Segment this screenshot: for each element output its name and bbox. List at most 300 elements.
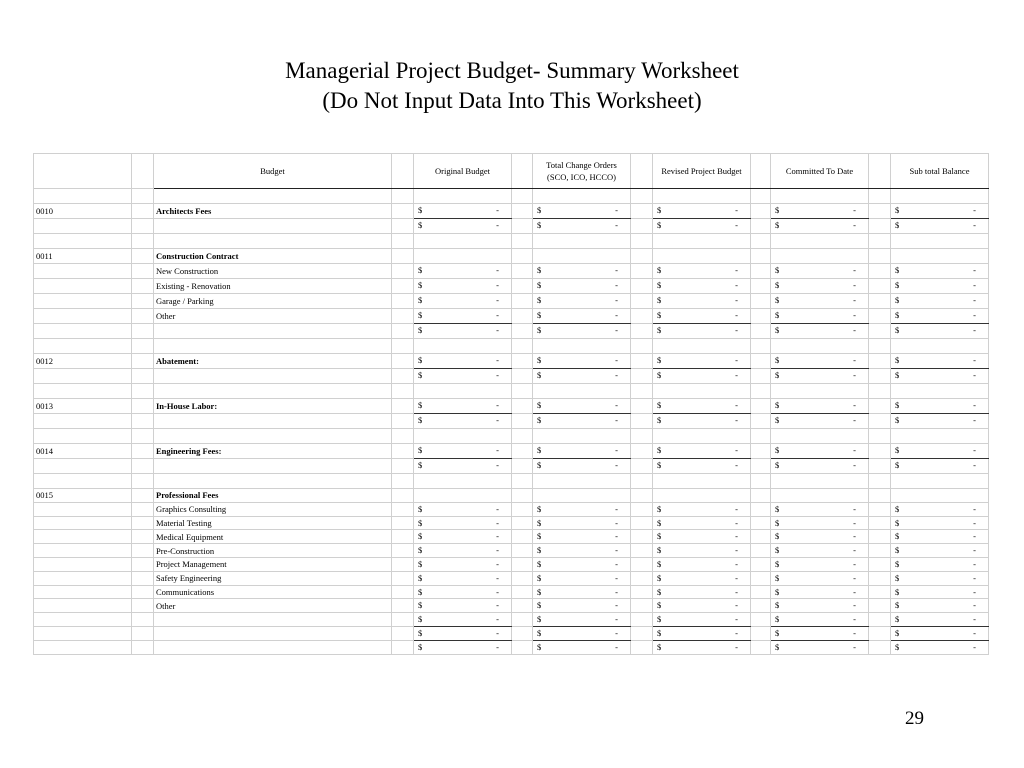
original-amount-cell[interactable]	[414, 369, 512, 384]
spacer-cell[interactable]	[869, 264, 891, 279]
spacer-cell[interactable]	[869, 459, 891, 474]
spacer-cell[interactable]	[631, 384, 653, 399]
change-orders-amount-cell[interactable]	[533, 219, 631, 234]
subtotal-amount-cell[interactable]	[891, 459, 989, 474]
subtotal-amount-cell[interactable]	[891, 249, 989, 264]
subtotal-amount-cell[interactable]	[891, 613, 989, 627]
spacer-cell[interactable]	[631, 530, 653, 544]
original-amount-cell[interactable]	[414, 459, 512, 474]
spacer-cell[interactable]	[631, 557, 653, 571]
original-amount-cell[interactable]	[414, 429, 512, 444]
original-amount-cell[interactable]	[414, 354, 512, 369]
subtotal-amount-cell[interactable]	[891, 354, 989, 369]
committed-amount-cell[interactable]	[771, 219, 869, 234]
spacer-cell[interactable]	[631, 626, 653, 640]
subtotal-amount-cell[interactable]	[891, 502, 989, 516]
committed-amount-cell[interactable]	[771, 324, 869, 339]
committed-amount-cell[interactable]	[771, 414, 869, 429]
account-code-cell[interactable]: 0011	[34, 249, 132, 264]
spacer-cell[interactable]	[392, 204, 414, 219]
spacer-cell[interactable]	[631, 309, 653, 324]
spacer-cell[interactable]	[392, 571, 414, 585]
spacer-cell[interactable]	[392, 516, 414, 530]
account-code-cell[interactable]	[34, 502, 132, 516]
revised-amount-cell[interactable]	[653, 309, 751, 324]
spacer-cell[interactable]	[631, 571, 653, 585]
spacer-cell[interactable]	[751, 444, 771, 459]
account-code-cell[interactable]: 0013	[34, 399, 132, 414]
spacer-cell[interactable]	[132, 640, 154, 654]
spacer-cell[interactable]	[751, 294, 771, 309]
spacer-cell[interactable]	[132, 429, 154, 444]
spacer-cell[interactable]	[631, 429, 653, 444]
spacer-cell[interactable]	[392, 557, 414, 571]
revised-amount-cell[interactable]	[653, 557, 751, 571]
spacer-cell[interactable]	[869, 309, 891, 324]
line-item-label-cell[interactable]	[154, 459, 392, 474]
revised-amount-cell[interactable]	[653, 613, 751, 627]
original-amount-cell[interactable]	[414, 489, 512, 503]
original-amount-cell[interactable]	[414, 339, 512, 354]
subtotal-amount-cell[interactable]	[891, 324, 989, 339]
spacer-cell[interactable]	[392, 530, 414, 544]
subtotal-amount-cell[interactable]	[891, 530, 989, 544]
original-amount-cell[interactable]	[414, 557, 512, 571]
spacer-cell[interactable]	[392, 309, 414, 324]
committed-amount-cell[interactable]	[771, 309, 869, 324]
spacer-cell[interactable]	[132, 294, 154, 309]
line-item-label-cell[interactable]	[154, 339, 392, 354]
spacer-cell[interactable]	[132, 459, 154, 474]
original-amount-cell[interactable]	[414, 189, 512, 204]
spacer-cell[interactable]	[631, 444, 653, 459]
change-orders-amount-cell[interactable]	[533, 204, 631, 219]
subtotal-amount-cell[interactable]	[891, 399, 989, 414]
spacer-cell[interactable]	[512, 384, 533, 399]
spacer-cell[interactable]	[751, 189, 771, 204]
change-orders-amount-cell[interactable]	[533, 234, 631, 249]
spacer-cell[interactable]	[869, 384, 891, 399]
account-code-cell[interactable]	[34, 571, 132, 585]
spacer-cell[interactable]	[132, 339, 154, 354]
change-orders-amount-cell[interactable]	[533, 444, 631, 459]
spacer-cell[interactable]	[751, 339, 771, 354]
spacer-cell[interactable]	[869, 516, 891, 530]
change-orders-amount-cell[interactable]	[533, 294, 631, 309]
spacer-cell[interactable]	[392, 384, 414, 399]
account-code-cell[interactable]	[34, 640, 132, 654]
spacer-cell[interactable]	[869, 339, 891, 354]
spacer-cell[interactable]	[869, 530, 891, 544]
spacer-cell[interactable]	[392, 489, 414, 503]
committed-amount-cell[interactable]	[771, 429, 869, 444]
revised-amount-cell[interactable]	[653, 384, 751, 399]
change-orders-amount-cell[interactable]	[533, 585, 631, 599]
spacer-cell[interactable]	[132, 309, 154, 324]
line-item-label-cell[interactable]	[154, 640, 392, 654]
spacer-cell[interactable]	[631, 544, 653, 558]
spacer-cell[interactable]	[392, 414, 414, 429]
line-item-label-cell[interactable]: In-House Labor:	[154, 399, 392, 414]
spacer-cell[interactable]	[392, 354, 414, 369]
change-orders-amount-cell[interactable]	[533, 474, 631, 489]
spacer-cell[interactable]	[132, 189, 154, 204]
line-item-label-cell[interactable]: Other	[154, 599, 392, 613]
account-code-cell[interactable]: 0014	[34, 444, 132, 459]
spacer-cell[interactable]	[132, 613, 154, 627]
spacer-cell[interactable]	[751, 544, 771, 558]
account-code-cell[interactable]	[34, 219, 132, 234]
spacer-cell[interactable]	[392, 339, 414, 354]
change-orders-amount-cell[interactable]	[533, 557, 631, 571]
revised-amount-cell[interactable]	[653, 640, 751, 654]
spacer-cell[interactable]	[512, 516, 533, 530]
account-code-cell[interactable]	[34, 369, 132, 384]
line-item-label-cell[interactable]: Communications	[154, 585, 392, 599]
spacer-cell[interactable]	[392, 429, 414, 444]
change-orders-amount-cell[interactable]	[533, 189, 631, 204]
spacer-cell[interactable]	[392, 219, 414, 234]
subtotal-amount-cell[interactable]	[891, 294, 989, 309]
revised-amount-cell[interactable]	[653, 264, 751, 279]
spacer-cell[interactable]	[631, 249, 653, 264]
spacer-cell[interactable]	[869, 354, 891, 369]
spacer-cell[interactable]	[512, 489, 533, 503]
revised-amount-cell[interactable]	[653, 459, 751, 474]
revised-amount-cell[interactable]	[653, 369, 751, 384]
spacer-cell[interactable]	[512, 354, 533, 369]
spacer-cell[interactable]	[869, 414, 891, 429]
spacer-cell[interactable]	[631, 414, 653, 429]
original-amount-cell[interactable]	[414, 640, 512, 654]
original-amount-cell[interactable]	[414, 324, 512, 339]
original-amount-cell[interactable]	[414, 279, 512, 294]
spacer-cell[interactable]	[512, 613, 533, 627]
original-amount-cell[interactable]	[414, 516, 512, 530]
change-orders-amount-cell[interactable]	[533, 613, 631, 627]
original-amount-cell[interactable]	[414, 626, 512, 640]
spacer-cell[interactable]	[512, 544, 533, 558]
spacer-cell[interactable]	[512, 189, 533, 204]
spacer-cell[interactable]	[869, 585, 891, 599]
original-amount-cell[interactable]	[414, 444, 512, 459]
subtotal-amount-cell[interactable]	[891, 626, 989, 640]
line-item-label-cell[interactable]: Professional Fees	[154, 489, 392, 503]
original-amount-cell[interactable]	[414, 234, 512, 249]
spacer-cell[interactable]	[869, 544, 891, 558]
revised-amount-cell[interactable]	[653, 429, 751, 444]
committed-amount-cell[interactable]	[771, 489, 869, 503]
subtotal-amount-cell[interactable]	[891, 516, 989, 530]
spacer-cell[interactable]	[751, 234, 771, 249]
revised-amount-cell[interactable]	[653, 516, 751, 530]
revised-amount-cell[interactable]	[653, 204, 751, 219]
committed-amount-cell[interactable]	[771, 189, 869, 204]
original-amount-cell[interactable]	[414, 530, 512, 544]
spacer-cell[interactable]	[751, 626, 771, 640]
original-amount-cell[interactable]	[414, 414, 512, 429]
spacer-cell[interactable]	[631, 585, 653, 599]
spacer-cell[interactable]	[631, 502, 653, 516]
revised-amount-cell[interactable]	[653, 585, 751, 599]
revised-amount-cell[interactable]	[653, 474, 751, 489]
account-code-cell[interactable]	[34, 613, 132, 627]
spacer-cell[interactable]	[512, 626, 533, 640]
spacer-cell[interactable]	[392, 399, 414, 414]
spacer-cell[interactable]	[512, 429, 533, 444]
subtotal-amount-cell[interactable]	[891, 264, 989, 279]
spacer-cell[interactable]	[869, 399, 891, 414]
spacer-cell[interactable]	[392, 189, 414, 204]
account-code-cell[interactable]	[34, 294, 132, 309]
committed-amount-cell[interactable]	[771, 264, 869, 279]
subtotal-amount-cell[interactable]	[891, 384, 989, 399]
committed-amount-cell[interactable]	[771, 444, 869, 459]
line-item-label-cell[interactable]: Abatement:	[154, 354, 392, 369]
account-code-cell[interactable]	[34, 234, 132, 249]
subtotal-amount-cell[interactable]	[891, 544, 989, 558]
revised-amount-cell[interactable]	[653, 294, 751, 309]
spacer-cell[interactable]	[512, 530, 533, 544]
committed-amount-cell[interactable]	[771, 502, 869, 516]
revised-amount-cell[interactable]	[653, 626, 751, 640]
spacer-cell[interactable]	[132, 369, 154, 384]
spacer-cell[interactable]	[132, 571, 154, 585]
spacer-cell[interactable]	[869, 613, 891, 627]
spacer-cell[interactable]	[751, 557, 771, 571]
committed-amount-cell[interactable]	[771, 369, 869, 384]
line-item-label-cell[interactable]: Garage / Parking	[154, 294, 392, 309]
spacer-cell[interactable]	[512, 571, 533, 585]
revised-amount-cell[interactable]	[653, 234, 751, 249]
spacer-cell[interactable]	[132, 324, 154, 339]
spacer-cell[interactable]	[132, 414, 154, 429]
revised-amount-cell[interactable]	[653, 339, 751, 354]
revised-amount-cell[interactable]	[653, 354, 751, 369]
line-item-label-cell[interactable]: Construction Contract	[154, 249, 392, 264]
spacer-cell[interactable]	[512, 459, 533, 474]
spacer-cell[interactable]	[132, 530, 154, 544]
original-amount-cell[interactable]	[414, 599, 512, 613]
line-item-label-cell[interactable]	[154, 613, 392, 627]
revised-amount-cell[interactable]	[653, 502, 751, 516]
change-orders-amount-cell[interactable]	[533, 516, 631, 530]
spacer-cell[interactable]	[512, 414, 533, 429]
subtotal-amount-cell[interactable]	[891, 489, 989, 503]
line-item-label-cell[interactable]	[154, 369, 392, 384]
spacer-cell[interactable]	[631, 219, 653, 234]
spacer-cell[interactable]	[132, 279, 154, 294]
change-orders-amount-cell[interactable]	[533, 414, 631, 429]
spacer-cell[interactable]	[869, 640, 891, 654]
line-item-label-cell[interactable]	[154, 429, 392, 444]
spacer-cell[interactable]	[512, 234, 533, 249]
account-code-cell[interactable]	[34, 309, 132, 324]
spacer-cell[interactable]	[869, 599, 891, 613]
subtotal-amount-cell[interactable]	[891, 309, 989, 324]
change-orders-amount-cell[interactable]	[533, 249, 631, 264]
spacer-cell[interactable]	[392, 502, 414, 516]
spacer-cell[interactable]	[631, 369, 653, 384]
spacer-cell[interactable]	[751, 530, 771, 544]
line-item-label-cell[interactable]: Medical Equipment	[154, 530, 392, 544]
spacer-cell[interactable]	[631, 279, 653, 294]
spacer-cell[interactable]	[132, 219, 154, 234]
spacer-cell[interactable]	[132, 249, 154, 264]
subtotal-amount-cell[interactable]	[891, 189, 989, 204]
spacer-cell[interactable]	[751, 571, 771, 585]
spacer-cell[interactable]	[132, 557, 154, 571]
spacer-cell[interactable]	[631, 339, 653, 354]
change-orders-amount-cell[interactable]	[533, 626, 631, 640]
subtotal-amount-cell[interactable]	[891, 414, 989, 429]
spacer-cell[interactable]	[392, 279, 414, 294]
line-item-label-cell[interactable]	[154, 324, 392, 339]
spacer-cell[interactable]	[751, 516, 771, 530]
line-item-label-cell[interactable]	[154, 414, 392, 429]
committed-amount-cell[interactable]	[771, 557, 869, 571]
change-orders-amount-cell[interactable]	[533, 264, 631, 279]
spacer-cell[interactable]	[392, 585, 414, 599]
original-amount-cell[interactable]	[414, 384, 512, 399]
spacer-cell[interactable]	[392, 640, 414, 654]
revised-amount-cell[interactable]	[653, 544, 751, 558]
spacer-cell[interactable]	[751, 502, 771, 516]
committed-amount-cell[interactable]	[771, 585, 869, 599]
spacer-cell[interactable]	[869, 557, 891, 571]
spacer-cell[interactable]	[631, 599, 653, 613]
spacer-cell[interactable]	[751, 204, 771, 219]
committed-amount-cell[interactable]	[771, 626, 869, 640]
spacer-cell[interactable]	[751, 384, 771, 399]
change-orders-amount-cell[interactable]	[533, 309, 631, 324]
revised-amount-cell[interactable]	[653, 489, 751, 503]
revised-amount-cell[interactable]	[653, 530, 751, 544]
spacer-cell[interactable]	[869, 429, 891, 444]
spacer-cell[interactable]	[751, 640, 771, 654]
spacer-cell[interactable]	[512, 339, 533, 354]
subtotal-amount-cell[interactable]	[891, 585, 989, 599]
change-orders-amount-cell[interactable]	[533, 544, 631, 558]
committed-amount-cell[interactable]	[771, 279, 869, 294]
spacer-cell[interactable]	[512, 264, 533, 279]
committed-amount-cell[interactable]	[771, 204, 869, 219]
spacer-cell[interactable]	[392, 369, 414, 384]
subtotal-amount-cell[interactable]	[891, 444, 989, 459]
spacer-cell[interactable]	[132, 489, 154, 503]
spacer-cell[interactable]	[869, 219, 891, 234]
spacer-cell[interactable]	[631, 640, 653, 654]
spacer-cell[interactable]	[751, 429, 771, 444]
committed-amount-cell[interactable]	[771, 459, 869, 474]
spacer-cell[interactable]	[512, 557, 533, 571]
spacer-cell[interactable]	[392, 234, 414, 249]
original-amount-cell[interactable]	[414, 264, 512, 279]
original-amount-cell[interactable]	[414, 544, 512, 558]
original-amount-cell[interactable]	[414, 502, 512, 516]
account-code-cell[interactable]	[34, 544, 132, 558]
spacer-cell[interactable]	[751, 599, 771, 613]
spacer-cell[interactable]	[512, 294, 533, 309]
original-amount-cell[interactable]	[414, 309, 512, 324]
spacer-cell[interactable]	[132, 474, 154, 489]
spacer-cell[interactable]	[869, 294, 891, 309]
line-item-label-cell[interactable]	[154, 219, 392, 234]
line-item-label-cell[interactable]	[154, 626, 392, 640]
subtotal-amount-cell[interactable]	[891, 640, 989, 654]
spacer-cell[interactable]	[512, 324, 533, 339]
revised-amount-cell[interactable]	[653, 399, 751, 414]
line-item-label-cell[interactable]: Other	[154, 309, 392, 324]
line-item-label-cell[interactable]	[154, 384, 392, 399]
spacer-cell[interactable]	[751, 369, 771, 384]
change-orders-amount-cell[interactable]	[533, 599, 631, 613]
change-orders-amount-cell[interactable]	[533, 339, 631, 354]
change-orders-amount-cell[interactable]	[533, 384, 631, 399]
subtotal-amount-cell[interactable]	[891, 571, 989, 585]
committed-amount-cell[interactable]	[771, 474, 869, 489]
spacer-cell[interactable]	[631, 474, 653, 489]
spacer-cell[interactable]	[751, 414, 771, 429]
spacer-cell[interactable]	[869, 234, 891, 249]
committed-amount-cell[interactable]	[771, 530, 869, 544]
spacer-cell[interactable]	[751, 219, 771, 234]
line-item-label-cell[interactable]: Pre-Construction	[154, 544, 392, 558]
spacer-cell[interactable]	[869, 204, 891, 219]
line-item-label-cell[interactable]: Existing - Renovation	[154, 279, 392, 294]
subtotal-amount-cell[interactable]	[891, 369, 989, 384]
spacer-cell[interactable]	[751, 249, 771, 264]
account-code-cell[interactable]	[34, 339, 132, 354]
change-orders-amount-cell[interactable]	[533, 640, 631, 654]
original-amount-cell[interactable]	[414, 613, 512, 627]
account-code-cell[interactable]	[34, 384, 132, 399]
spacer-cell[interactable]	[392, 294, 414, 309]
change-orders-amount-cell[interactable]	[533, 279, 631, 294]
revised-amount-cell[interactable]	[653, 189, 751, 204]
original-amount-cell[interactable]	[414, 571, 512, 585]
subtotal-amount-cell[interactable]	[891, 279, 989, 294]
spacer-cell[interactable]	[751, 613, 771, 627]
change-orders-amount-cell[interactable]	[533, 571, 631, 585]
spacer-cell[interactable]	[132, 516, 154, 530]
committed-amount-cell[interactable]	[771, 384, 869, 399]
account-code-cell[interactable]	[34, 324, 132, 339]
committed-amount-cell[interactable]	[771, 354, 869, 369]
revised-amount-cell[interactable]	[653, 599, 751, 613]
spacer-cell[interactable]	[869, 369, 891, 384]
line-item-label-cell[interactable]: New Construction	[154, 264, 392, 279]
account-code-cell[interactable]	[34, 516, 132, 530]
original-amount-cell[interactable]	[414, 219, 512, 234]
spacer-cell[interactable]	[751, 585, 771, 599]
spacer-cell[interactable]	[392, 459, 414, 474]
spacer-cell[interactable]	[132, 399, 154, 414]
committed-amount-cell[interactable]	[771, 544, 869, 558]
committed-amount-cell[interactable]	[771, 339, 869, 354]
spacer-cell[interactable]	[132, 544, 154, 558]
revised-amount-cell[interactable]	[653, 219, 751, 234]
spacer-cell[interactable]	[512, 640, 533, 654]
account-code-cell[interactable]	[34, 474, 132, 489]
spacer-cell[interactable]	[751, 474, 771, 489]
spacer-cell[interactable]	[392, 324, 414, 339]
original-amount-cell[interactable]	[414, 474, 512, 489]
revised-amount-cell[interactable]	[653, 279, 751, 294]
spacer-cell[interactable]	[512, 249, 533, 264]
spacer-cell[interactable]	[631, 516, 653, 530]
spacer-cell[interactable]	[631, 234, 653, 249]
